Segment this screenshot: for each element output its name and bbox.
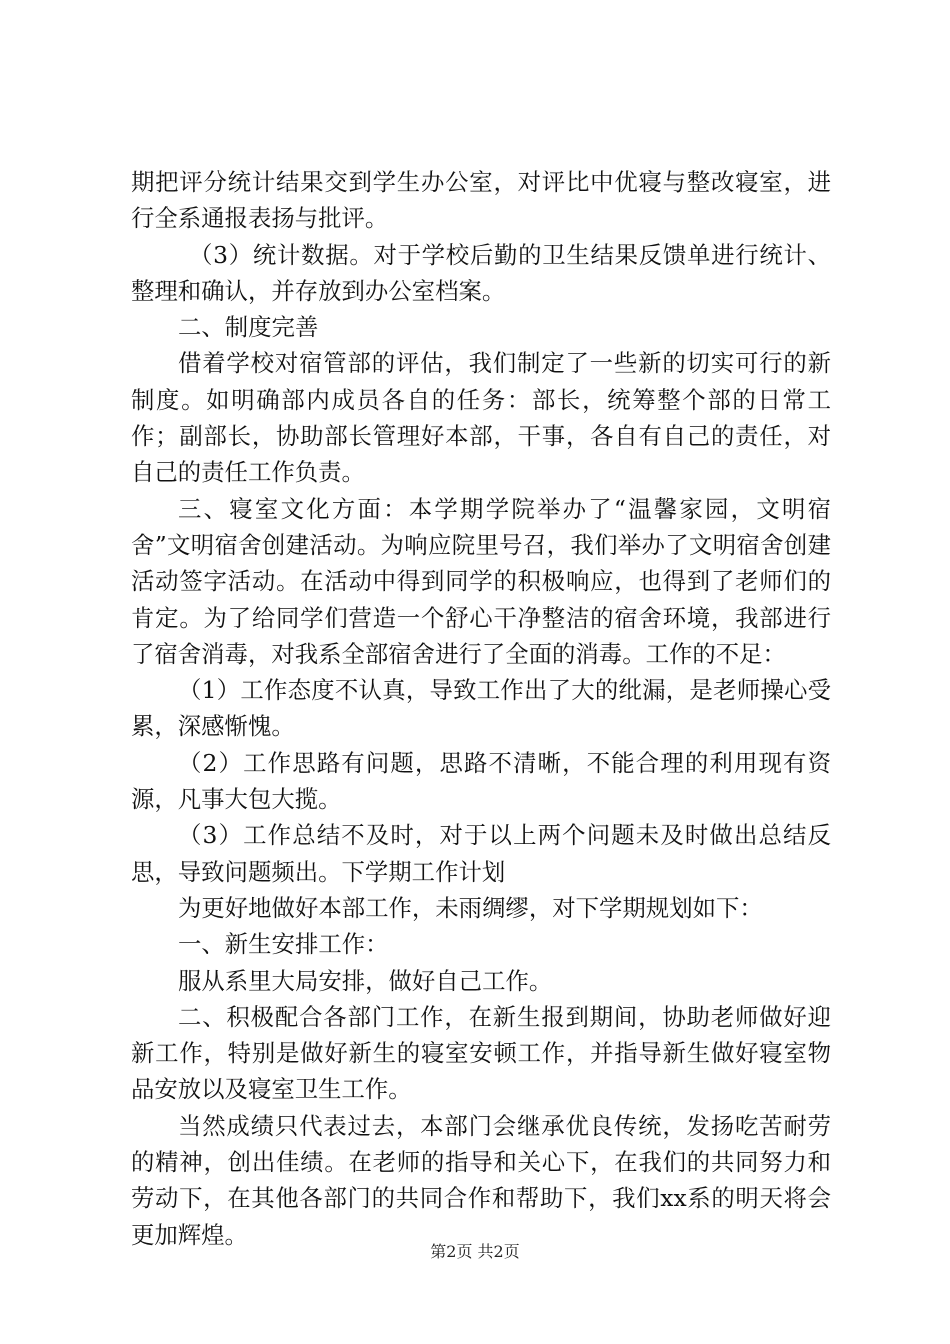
paragraph-statistics: （3）统计数据。对于学校后勤的卫生结果反馈单进行统计、整理和确认，并存放到办公室档案。 [131, 240, 831, 305]
paragraph-plan-intro: 为更好地做好本部工作，未雨绸缪，对下学期规划如下： [178, 893, 763, 922]
paragraph-continuation: 期把评分统计结果交到学生办公室，对评比中优寝与整改寝室，进行全系通报表扬与批评。 [131, 168, 831, 233]
paragraph-shortcoming-2: （2）工作思路有问题，思路不清晰，不能合理的利用现有资源，凡事大包大揽。 [131, 748, 831, 814]
paragraph-dorm-culture: 三、寝室文化方面：本学期学院举办了“温馨家园，文明宿舍”文明宿舍创建活动。为响应院里号召，我们举办了文明宿舍创建活动签字活动。在活动中得到同学的积极响应，也得到了老师们的肯定。为了给同学们营造一个舒心干净整洁的宿舍环境，我部进行了宿舍消毒，对我系全部宿舍进行了全面的消毒。工作的不足： [131, 494, 831, 668]
paragraph-cooperation: 二、积极配合各部门工作，在新生报到期间，协助老师做好迎新工作，特别是做好新生的寝室安顿工作，并指导新生做好寝室物品安放以及寝室卫生工作。 [131, 1002, 831, 1104]
section-heading-system: 二、制度完善 [178, 313, 319, 342]
paragraph-conclusion: 当然成绩只代表过去，本部门会继承优良传统，发扬吃苦耐劳的精神，创出佳绩。在老师的指导和关心下，在我们的共同努力和劳动下，在其他各部门的共同合作和帮助下，我们xx系的明天将会更加辉煌。 [131, 1111, 831, 1249]
document-body [131, 164, 831, 1253]
paragraph-system: 借着学校对宿管部的评估，我们制定了一些新的切实可行的新制度。如明确部内成员各自的任务：部长，统筹整个部的日常工作；副部长，协助部长管理好本部，干事，各自有自己的责任，对自己的责任工作负责。 [131, 349, 831, 487]
paragraph-freshmen: 服从系里大局安排，做好自己工作。 [178, 966, 553, 995]
paragraph-shortcoming-3: （3）工作总结不及时，对于以上两个问题未及时做出总结反思，导致问题频出。下学期工作计划 [131, 821, 831, 886]
page-number-footer: 第2页 共2页 [430, 1242, 520, 1261]
section-heading-freshmen: 一、新生安排工作： [178, 930, 389, 959]
paragraph-shortcoming-1: （1）工作态度不认真，导致工作出了大的纰漏，是老师操心受累，深感惭愧。 [131, 676, 831, 741]
